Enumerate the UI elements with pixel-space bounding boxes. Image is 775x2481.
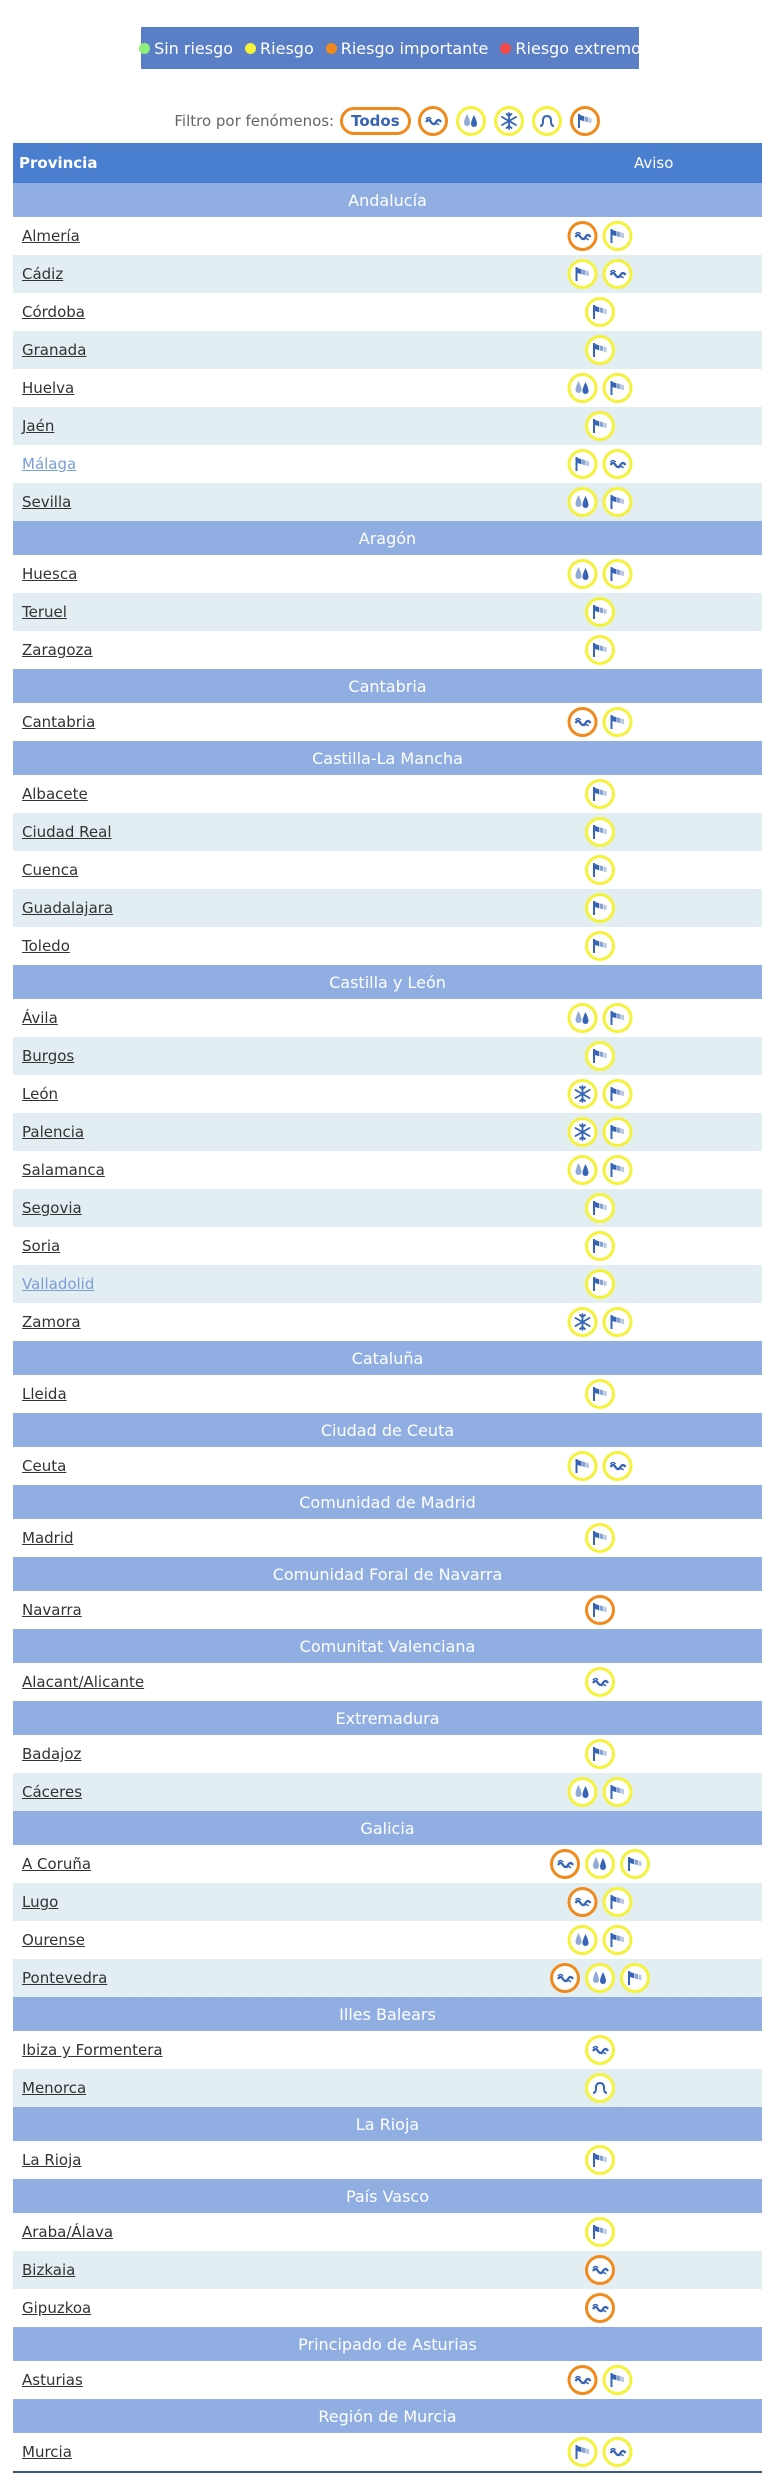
table-body — [13, 183, 762, 2471]
warning-icons — [584, 1230, 616, 1262]
province-link[interactable]: La Rioja — [22, 2151, 82, 2169]
table-row — [13, 1735, 762, 1773]
table-row — [13, 2289, 762, 2327]
table-row — [13, 593, 762, 631]
province-link[interactable]: Ciudad Real — [22, 823, 112, 841]
table-row — [13, 889, 762, 927]
wind-icon[interactable] — [602, 372, 634, 404]
rain-icon[interactable] — [567, 1002, 599, 1034]
legend-label: Sin riesgo — [154, 38, 234, 58]
snowflake-icon[interactable] — [567, 1116, 599, 1148]
wind-icon[interactable] — [602, 1154, 634, 1186]
warning-icons — [584, 1268, 616, 1300]
wind-icon[interactable] — [602, 1776, 634, 1808]
table-row — [13, 1075, 762, 1113]
warning-icons — [584, 596, 616, 628]
table-row — [13, 2069, 762, 2107]
warning-icons — [567, 486, 634, 518]
table-row — [13, 255, 762, 293]
table-row — [13, 631, 762, 669]
legend-label: Riesgo — [260, 38, 314, 58]
province-link[interactable]: Zaragoza — [22, 641, 93, 659]
table-row — [13, 483, 762, 521]
region-header: La Rioja — [13, 2107, 762, 2141]
region-header: Comunitat Valenciana — [13, 1629, 762, 1663]
filter-icon-buttons — [417, 105, 601, 137]
wind-icon[interactable] — [567, 1450, 599, 1482]
legend-item — [245, 39, 314, 58]
warning-icons — [567, 1002, 634, 1034]
coastal-event-icon[interactable] — [602, 1450, 634, 1482]
legend-dot-icon — [326, 43, 337, 54]
province-link[interactable]: Albacete — [22, 785, 88, 803]
warning-icons — [584, 816, 616, 848]
region-header: Región de Murcia — [13, 2399, 762, 2433]
warning-icons — [567, 558, 634, 590]
table-row — [13, 2031, 762, 2069]
warning-icons — [549, 1962, 651, 1994]
wind-icon[interactable] — [584, 1594, 616, 1626]
region-header: Castilla y León — [13, 965, 762, 999]
table-row — [13, 1519, 762, 1557]
province-link[interactable]: Soria — [22, 1237, 61, 1255]
coastal-event-icon[interactable] — [602, 258, 634, 290]
province-link[interactable]: Ourense — [22, 1931, 85, 1949]
wind-icon[interactable] — [584, 1378, 616, 1410]
table-row — [13, 999, 762, 1037]
warning-icons — [567, 258, 634, 290]
wind-icon[interactable] — [584, 778, 616, 810]
warning-icons — [584, 410, 616, 442]
region-header: Cataluña — [13, 1341, 762, 1375]
table-row — [13, 555, 762, 593]
warning-icons — [584, 1666, 616, 1698]
province-link[interactable]: Cuenca — [22, 861, 79, 879]
legend-dot-icon — [245, 43, 256, 54]
province-link[interactable]: Menorca — [22, 2079, 87, 2097]
province-link[interactable]: Pontevedra — [22, 1969, 108, 1987]
province-link[interactable]: Málaga — [22, 455, 77, 473]
region-header: País Vasco — [13, 2179, 762, 2213]
snowflake-icon[interactable] — [567, 1078, 599, 1110]
warning-icons — [584, 2034, 616, 2066]
province-link[interactable]: Palencia — [22, 1123, 85, 1141]
wind-icon[interactable] — [602, 220, 634, 252]
warning-icons — [584, 854, 616, 886]
warning-icons — [584, 1378, 616, 1410]
region-header: Galicia — [13, 1811, 762, 1845]
province-link[interactable]: Ibiza y Formentera — [22, 2041, 163, 2059]
table-row — [13, 1375, 762, 1413]
wind-icon[interactable] — [602, 558, 634, 590]
table-row — [13, 775, 762, 813]
wind-icon[interactable] — [584, 334, 616, 366]
column-header-province: Provincia — [19, 154, 98, 172]
table-header — [13, 143, 762, 183]
wind-icon[interactable] — [602, 1002, 634, 1034]
wind-icon[interactable] — [584, 1268, 616, 1300]
table-row — [13, 1447, 762, 1485]
table-row — [13, 1845, 762, 1883]
table-row — [13, 851, 762, 889]
warning-icons — [584, 2144, 616, 2176]
coastal-event-icon[interactable] — [584, 2034, 616, 2066]
warning-icons — [567, 1924, 634, 1956]
wind-icon[interactable] — [584, 816, 616, 848]
wind-icon[interactable] — [584, 410, 616, 442]
coastal-event-icon[interactable] — [584, 2254, 616, 2286]
warning-icons — [584, 2072, 616, 2104]
province-link[interactable]: Salamanca — [22, 1161, 105, 1179]
wind-icon[interactable] — [584, 2216, 616, 2248]
coastal-event-icon[interactable] — [567, 1886, 599, 1918]
province-link[interactable]: Asturias — [22, 2371, 83, 2389]
wind-icon[interactable] — [567, 2436, 599, 2468]
province-link[interactable]: Badajoz — [22, 1745, 82, 1763]
rain-icon[interactable] — [567, 1924, 599, 1956]
province-link[interactable]: Huelva — [22, 379, 75, 397]
province-link[interactable]: Valladolid — [22, 1275, 95, 1293]
wind-icon[interactable] — [619, 1962, 651, 1994]
warning-icons — [567, 1116, 634, 1148]
province-link[interactable]: Alacant/Alicante — [22, 1673, 145, 1691]
wind-icon[interactable] — [602, 1306, 634, 1338]
province-link[interactable]: León — [22, 1085, 59, 1103]
warning-icons — [584, 892, 616, 924]
table-row — [13, 407, 762, 445]
province-link[interactable]: A Coruña — [22, 1855, 92, 1873]
province-link[interactable]: Navarra — [22, 1601, 82, 1619]
filter-label: Filtro por fenómenos: — [174, 112, 335, 130]
filter-coastal-event-icon[interactable] — [417, 105, 449, 137]
warning-icons — [567, 706, 634, 738]
table-row — [13, 1189, 762, 1227]
table-row — [13, 2251, 762, 2289]
province-link[interactable]: Burgos — [22, 1047, 75, 1065]
coastal-event-icon[interactable] — [567, 706, 599, 738]
province-link[interactable]: Huesca — [22, 565, 78, 583]
legend-dot-icon — [139, 43, 150, 54]
region-header: Ciudad de Ceuta — [13, 1413, 762, 1447]
snowflake-icon[interactable] — [567, 1306, 599, 1338]
warning-icons — [584, 778, 616, 810]
wind-icon[interactable] — [602, 1116, 634, 1148]
province-link[interactable]: Cáceres — [22, 1783, 83, 1801]
region-header: Castilla-La Mancha — [13, 741, 762, 775]
rain-icon[interactable] — [567, 1154, 599, 1186]
table-row — [13, 1591, 762, 1629]
province-link[interactable]: Granada — [22, 341, 87, 359]
province-link[interactable]: Guadalajara — [22, 899, 114, 917]
province-link[interactable]: Toledo — [22, 937, 70, 955]
rain-icon[interactable] — [567, 1776, 599, 1808]
table-row — [13, 2433, 762, 2471]
legend-item — [326, 39, 489, 58]
warning-icons — [567, 2364, 634, 2396]
table-row — [13, 293, 762, 331]
region-header: Principado de Asturias — [13, 2327, 762, 2361]
table-row — [13, 1921, 762, 1959]
filter-rain-icon[interactable] — [455, 105, 487, 137]
table-row — [13, 1303, 762, 1341]
rain-icon[interactable] — [584, 1848, 616, 1880]
warning-icons — [584, 2216, 616, 2248]
coastal-event-icon[interactable] — [549, 1962, 581, 1994]
coastal-event-icon[interactable] — [567, 2364, 599, 2396]
rain-icon[interactable] — [567, 372, 599, 404]
province-link[interactable]: Murcia — [22, 2443, 72, 2461]
table-row — [13, 1037, 762, 1075]
rain-icon[interactable] — [567, 558, 599, 590]
province-link[interactable]: Gipuzkoa — [22, 2299, 92, 2317]
region-header: Aragón — [13, 521, 762, 555]
rain-icon[interactable] — [584, 1962, 616, 1994]
coastal-event-icon[interactable] — [549, 1848, 581, 1880]
wind-icon[interactable] — [567, 448, 599, 480]
region-header: Illes Balears — [13, 1997, 762, 2031]
column-header-warning: Aviso — [634, 154, 674, 172]
coastal-event-icon[interactable] — [584, 2292, 616, 2324]
table-row — [13, 1663, 762, 1701]
table-row — [13, 2361, 762, 2399]
warning-icons — [584, 930, 616, 962]
region-header: Extremadura — [13, 1701, 762, 1735]
province-link[interactable]: Sevilla — [22, 493, 72, 511]
warning-icons — [567, 1886, 634, 1918]
table-row — [13, 331, 762, 369]
wind-icon[interactable] — [602, 706, 634, 738]
region-header: Comunidad Foral de Navarra — [13, 1557, 762, 1591]
warning-icons — [584, 1738, 616, 1770]
warning-icons — [584, 1192, 616, 1224]
table-row — [13, 813, 762, 851]
province-link[interactable]: Araba/Álava — [22, 2223, 114, 2241]
warning-icons — [567, 220, 634, 252]
wind-icon[interactable] — [602, 486, 634, 518]
warning-icons — [567, 372, 634, 404]
province-link[interactable]: Lugo — [22, 1893, 59, 1911]
warning-icons — [584, 1522, 616, 1554]
warning-icons — [584, 1040, 616, 1072]
wind-icon[interactable] — [584, 634, 616, 666]
region-header: Cantabria — [13, 669, 762, 703]
legend-label: Riesgo importante — [340, 38, 489, 58]
wind-icon[interactable] — [584, 596, 616, 628]
warning-icons — [567, 448, 634, 480]
province-link[interactable]: Segovia — [22, 1199, 82, 1217]
table-row — [13, 445, 762, 483]
wind-icon[interactable] — [584, 892, 616, 924]
province-link[interactable]: Almería — [22, 227, 80, 245]
table-row — [13, 1227, 762, 1265]
region-header: Andalucía — [13, 183, 762, 217]
legend-item — [500, 39, 641, 58]
province-link[interactable]: Cantabria — [22, 713, 96, 731]
province-link[interactable]: Teruel — [22, 603, 67, 621]
wind-icon[interactable] — [584, 1230, 616, 1262]
warning-icons — [549, 1848, 651, 1880]
wind-icon[interactable] — [584, 1040, 616, 1072]
table-row — [13, 369, 762, 407]
table-row — [13, 927, 762, 965]
wind-icon[interactable] — [584, 1192, 616, 1224]
warning-icons — [567, 1078, 634, 1110]
wind-icon[interactable] — [584, 2144, 616, 2176]
province-link[interactable]: Lleida — [22, 1385, 67, 1403]
warning-icons — [584, 2254, 616, 2286]
rain-icon[interactable] — [567, 486, 599, 518]
warning-icons — [567, 1154, 634, 1186]
coastal-event-icon[interactable] — [584, 1666, 616, 1698]
table-row — [13, 1113, 762, 1151]
province-link[interactable]: Córdoba — [22, 303, 85, 321]
wind-icon[interactable] — [584, 296, 616, 328]
filter-snowflake-icon[interactable] — [493, 105, 525, 137]
filter-all-button[interactable]: Todos — [340, 107, 411, 135]
filter-wind-icon[interactable] — [569, 105, 601, 137]
legend-label: Riesgo extremo — [515, 38, 641, 58]
legend-item — [139, 39, 233, 58]
wave-icon[interactable] — [584, 2072, 616, 2104]
wind-icon[interactable] — [602, 1886, 634, 1918]
coastal-event-icon[interactable] — [567, 220, 599, 252]
warning-icons — [567, 2436, 634, 2468]
table-row — [13, 703, 762, 741]
province-link[interactable]: Zamora — [22, 1313, 81, 1331]
phenomena-filter — [0, 104, 775, 138]
wind-icon[interactable] — [584, 854, 616, 886]
wind-icon[interactable] — [602, 1078, 634, 1110]
warning-icons — [567, 1450, 634, 1482]
warning-icons — [584, 1594, 616, 1626]
wind-icon[interactable] — [619, 1848, 651, 1880]
legend-dot-icon — [500, 43, 511, 54]
table-row — [13, 2141, 762, 2179]
warning-icons — [584, 296, 616, 328]
wind-icon[interactable] — [567, 258, 599, 290]
warning-icons — [567, 1306, 634, 1338]
wind-icon[interactable] — [602, 2364, 634, 2396]
province-link[interactable]: Ceuta — [22, 1457, 67, 1475]
warning-icons — [584, 334, 616, 366]
table-row — [13, 1959, 762, 1997]
warning-icons — [567, 1776, 634, 1808]
table-row — [13, 1773, 762, 1811]
province-link[interactable]: Jaén — [22, 417, 55, 435]
risk-legend — [141, 27, 639, 69]
table-row — [13, 2213, 762, 2251]
wind-icon[interactable] — [584, 1738, 616, 1770]
table-row — [13, 1151, 762, 1189]
table-row — [13, 217, 762, 255]
table-row — [13, 1265, 762, 1303]
warning-icons — [584, 634, 616, 666]
province-link[interactable]: Ávila — [22, 1009, 58, 1027]
province-link[interactable]: Bizkaia — [22, 2261, 76, 2279]
warning-icons — [584, 2292, 616, 2324]
wind-icon[interactable] — [602, 1924, 634, 1956]
region-header: Comunidad de Madrid — [13, 1485, 762, 1519]
filter-wave-icon[interactable] — [531, 105, 563, 137]
table-row — [13, 1883, 762, 1921]
province-link[interactable]: Cádiz — [22, 265, 64, 283]
warnings-table — [13, 143, 762, 2473]
wind-icon[interactable] — [584, 1522, 616, 1554]
wind-icon[interactable] — [584, 930, 616, 962]
coastal-event-icon[interactable] — [602, 2436, 634, 2468]
coastal-event-icon[interactable] — [602, 448, 634, 480]
province-link[interactable]: Madrid — [22, 1529, 74, 1547]
